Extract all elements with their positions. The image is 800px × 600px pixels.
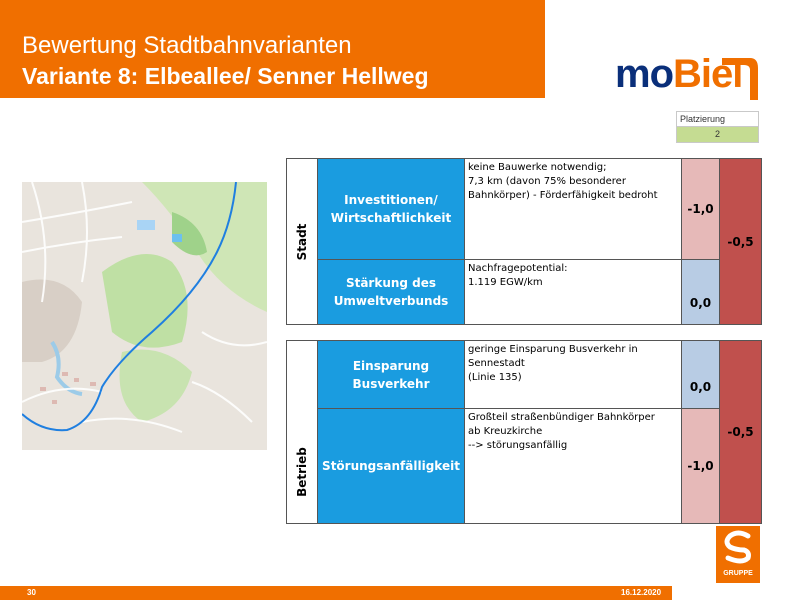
side-cell-stadt (287, 159, 318, 325)
description-umweltverbund: Nachfragepotential: 1.119 EGW/km (465, 260, 682, 325)
score-investitionen: -1,0 (682, 159, 720, 260)
gruppe-label: GRUPPE (723, 570, 753, 577)
page-title: Bewertung Stadtbahnvarianten (22, 32, 352, 59)
table-betrieb (286, 340, 762, 524)
page-subtitle: Variante 8: Elbeallee/ Senner Hellweg (22, 63, 429, 89)
placement-label: Platzierung (677, 112, 758, 126)
description-stoerungsanfaelligkeit: Großteil straßenbündiger Bahnkörper ab Kreuzkirche --> störungsanfällig (465, 409, 682, 524)
criterion-investitionen: Investitionen/ Wirtschaftlichkeit (318, 159, 465, 260)
side-label-stadt: Stadt (295, 223, 309, 260)
total-stadt: -0,5 (720, 159, 762, 325)
logo-part-mo: mo (615, 52, 673, 96)
criterion-umweltverbund: Stärkung des Umweltverbunds (318, 260, 465, 325)
score-einsparung-busverkehr: 0,0 (682, 341, 720, 409)
placement-box (676, 111, 759, 143)
description-einsparung-busverkehr: geringe Einsparung Busverkehr in Sennestadt (Linie 135) (465, 341, 682, 409)
criterion-stoerungsanfaelligkeit: Störungsanfälligkeit (318, 409, 465, 524)
mobiel-logo (615, 52, 760, 102)
logo-part-biel: Biel (673, 52, 743, 96)
placement-value: 2 (677, 126, 758, 142)
footer-bar (0, 586, 672, 600)
title-bar (0, 0, 545, 98)
side-cell-betrieb (287, 341, 318, 524)
score-umweltverbund: 0,0 (682, 260, 720, 325)
score-stoerungsanfaelligkeit: -1,0 (682, 409, 720, 524)
footer-date: 16.12.2020 (621, 588, 662, 597)
description-investitionen: keine Bauwerke notwendig; 7,3 km (davon 75% besonderer Bahnkörper) - Förderfähigkeit bedroht (465, 159, 682, 260)
criterion-einsparung-busverkehr: Einsparung Busverkehr (318, 341, 465, 409)
total-betrieb: -0,5 (720, 341, 762, 524)
route-map (22, 182, 267, 450)
gruppe-logo (716, 526, 760, 583)
mobiel-gruppe-s-icon (716, 526, 760, 570)
table-stadt (286, 158, 762, 325)
side-label-betrieb: Betrieb (295, 447, 309, 497)
logo-swoosh-icon (720, 56, 760, 102)
page-number: 30 (27, 588, 36, 597)
